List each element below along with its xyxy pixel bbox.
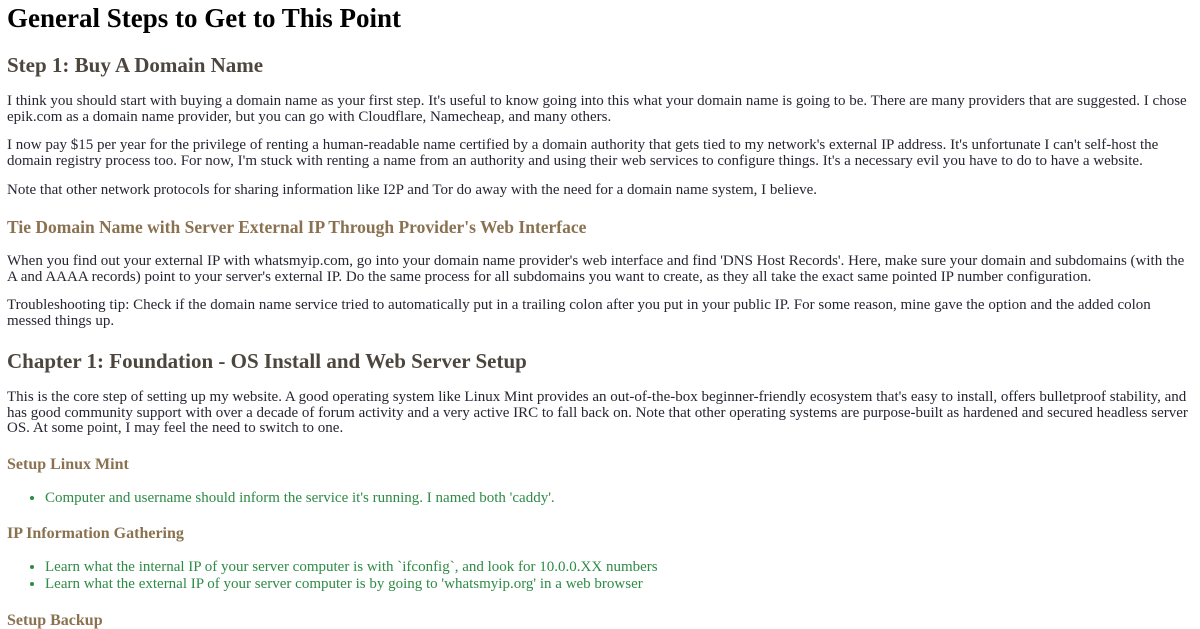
list-item: • Learn what the internal IP of your server computer is with `ifconfig`, and look for 10.0.0.XX numbers — [45, 560, 1193, 576]
paragraph-domain-intro: I think you should start with buying a domain name as your first step. It's useful to know going into this what your domain name is going to be. There are many providers that are suggested. I chose epik.com as a domain name provider, but you can go with Cloudflare, Namecheap, and many others. — [7, 92, 1187, 125]
list-item: • Learn what the external IP of your server computer is by going to 'whatsmyip.org' in a web browser — [45, 577, 1193, 593]
section-heading-chapter1: Chapter 1: Foundation - OS Install and Web Server Setup — [7, 348, 527, 373]
paragraph-dns-troubleshooting: Troubleshooting tip: Check if the domain name service tried to automatically put in a trailing colon after you put in your public IP. For some reason, mine gave the option and the added colon messed things up. — [7, 297, 1151, 330]
sub-heading-tie-domain: Tie Domain Name with Server External IP Through Provider's Web Interface — [7, 216, 587, 237]
paragraph-dns-records: When you find out your external IP with whatsmyip.com, go into your domain name provider's web interface and find 'DNS Host Records'. Here, make sure your domain and subdomains (with the A and AAAA records) point to your server's external IP. Do the same process for all subdomains you want to create, as they all take the exact same pointed IP number configuration. — [7, 252, 1185, 285]
ip-info-list — [7, 560, 1193, 593]
paragraph-domain-cost: I now pay $15 per year for the privilege of renting a human-readable name certified by a domain authority that gets tied to my network's external IP address. It's unfortunate I can't self-host the domain registry process too. For now, I'm stuck with renting a name from an authority and using their web services to configure things. It's a necessary evil you have to do to have a website. — [7, 137, 1159, 170]
minor-heading-setup-backup: Setup Backup — [7, 611, 103, 629]
minor-heading-setup-linux-mint: Setup Linux Mint — [7, 456, 129, 474]
minor-heading-ip-information-gathering: IP Information Gathering — [7, 525, 184, 543]
list-item: • Computer and username should inform the service it's running. I named both 'caddy'. — [45, 491, 1193, 507]
paragraph-domain-note: Note that other network protocols for sharing information like I2P and Tor do away with the need for a domain name system, I believe. — [7, 181, 817, 198]
setup-linux-mint-list — [7, 491, 1193, 507]
section-heading-step1: Step 1: Buy A Domain Name — [7, 52, 264, 77]
page-title: General Steps to Get to This Point — [7, 3, 401, 33]
paragraph-chapter1-intro: This is the core step of setting up my website. A good operating system like Linux Mint provides an out-of-the-box beginner-friendly ecosystem that's easy to install, offers bulletproof stability, and has good community support with over a decade of forum activity and a very active IRC to fall back on. Note that other operating systems are purpose-built as hardened and secured headless server OS. At some point, I may feel the need to switch to one. — [7, 388, 1188, 437]
